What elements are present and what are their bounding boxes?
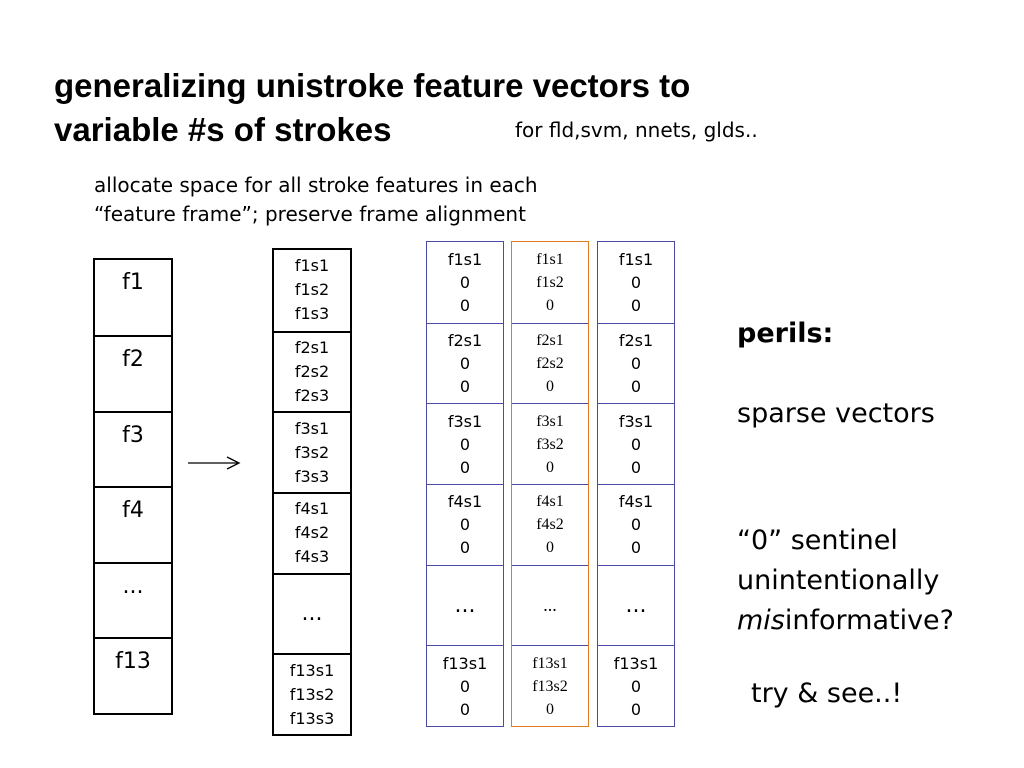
cell-value: 0 bbox=[630, 295, 642, 315]
cell-value: 0 bbox=[546, 458, 554, 476]
feature-frame bbox=[512, 484, 588, 565]
vector-cell bbox=[95, 335, 171, 411]
cell-value: ... bbox=[301, 600, 323, 626]
sentinel-emphasis: mis bbox=[737, 605, 785, 636]
cell-value: f13s1 bbox=[532, 654, 568, 672]
vector-cell bbox=[95, 486, 171, 562]
frame-vector-3 bbox=[597, 241, 675, 727]
feature-frame bbox=[598, 323, 674, 404]
title-line-2: variable #s of strokes bbox=[54, 111, 392, 148]
feature-frame bbox=[512, 323, 588, 404]
subtitle: for fld,svm, nnets, glds.. bbox=[515, 118, 758, 142]
cell-value: f2s1 bbox=[294, 337, 330, 357]
cell-value: ... bbox=[454, 593, 476, 618]
cell-value: f2s2 bbox=[294, 361, 330, 381]
sentinel-rest: informative? bbox=[784, 605, 954, 636]
cell-value: f2s3 bbox=[294, 385, 330, 405]
cell-value: f13s1 bbox=[289, 660, 335, 680]
cell-value: f2s1 bbox=[447, 330, 483, 350]
vector-cell bbox=[95, 260, 171, 335]
feature-frame bbox=[274, 411, 350, 492]
cell-value: f13s2 bbox=[289, 684, 335, 704]
cell-value: f3s2 bbox=[536, 435, 564, 453]
cell-value: f1s2 bbox=[536, 273, 564, 291]
cell-value: f4s3 bbox=[294, 547, 330, 567]
frame-vector-2 bbox=[511, 241, 589, 727]
sparse-vectors-text: sparse vectors bbox=[737, 398, 935, 429]
feature-frame bbox=[274, 653, 350, 734]
cell-value: f1s1 bbox=[618, 249, 654, 269]
multistroke-vector bbox=[272, 248, 352, 736]
cell-label: f2 bbox=[122, 347, 144, 373]
cell-label: f3 bbox=[122, 422, 144, 448]
try-and-see-text: try & see..! bbox=[751, 678, 903, 709]
feature-frame bbox=[274, 573, 350, 654]
cell-value: f4s1 bbox=[447, 492, 483, 512]
cell-value: 0 bbox=[459, 295, 471, 315]
perils-heading: perils: bbox=[737, 318, 834, 349]
cell-value: 0 bbox=[546, 377, 554, 395]
cell-value: 0 bbox=[459, 676, 471, 696]
cell-value: 0 bbox=[630, 538, 642, 558]
feature-frame bbox=[512, 403, 588, 484]
cell-value: f3s2 bbox=[294, 442, 330, 462]
cell-value: ... bbox=[625, 593, 647, 618]
cell-value: 0 bbox=[630, 353, 642, 373]
vector-cell bbox=[95, 562, 171, 638]
cell-value: 0 bbox=[630, 376, 642, 396]
cell-value: 0 bbox=[630, 676, 642, 696]
cell-value: 0 bbox=[630, 272, 642, 292]
sentinel-line-3 bbox=[737, 601, 954, 641]
sentinel-line-2: unintentionally bbox=[737, 565, 940, 596]
feature-frame bbox=[598, 242, 674, 323]
feature-frame bbox=[427, 484, 503, 565]
cell-value: f1s1 bbox=[447, 249, 483, 269]
right-arrow-icon bbox=[186, 454, 242, 472]
cell-value: 0 bbox=[630, 457, 642, 477]
cell-label: f13 bbox=[115, 649, 151, 675]
feature-frame bbox=[427, 323, 503, 404]
cell-value: f13s1 bbox=[442, 653, 488, 673]
cell-value: f1s2 bbox=[294, 280, 330, 300]
feature-frame bbox=[274, 250, 350, 331]
cell-value: f3s1 bbox=[294, 418, 330, 438]
cell-value: f4s2 bbox=[536, 516, 564, 534]
cell-value: f4s1 bbox=[618, 492, 654, 512]
cell-value: 0 bbox=[546, 700, 554, 718]
vector-cell bbox=[95, 637, 171, 713]
feature-frame bbox=[512, 645, 588, 726]
feature-frame bbox=[598, 645, 674, 726]
title-line-1: generalizing unistroke feature vectors to bbox=[54, 67, 691, 104]
cell-value: f2s1 bbox=[536, 331, 564, 349]
cell-label: ... bbox=[122, 573, 144, 599]
sentinel-text bbox=[737, 521, 954, 641]
cell-value: f13s3 bbox=[289, 708, 335, 728]
cell-value: 0 bbox=[630, 515, 642, 535]
cell-value: ... bbox=[543, 595, 557, 615]
cell-value: f3s1 bbox=[618, 411, 654, 431]
cell-label: f4 bbox=[122, 498, 144, 524]
cell-value: f2s2 bbox=[536, 354, 564, 372]
feature-frame bbox=[274, 331, 350, 412]
sentinel-line-1: “0” sentinel bbox=[737, 525, 898, 556]
cell-value: f13s2 bbox=[532, 677, 568, 695]
unistroke-vector bbox=[93, 258, 173, 715]
frame-vector-1 bbox=[426, 241, 504, 727]
feature-frame bbox=[427, 565, 503, 646]
cell-value: 0 bbox=[459, 699, 471, 719]
cell-value: 0 bbox=[459, 353, 471, 373]
cell-value: 0 bbox=[459, 515, 471, 535]
cell-value: 0 bbox=[546, 539, 554, 557]
feature-frame bbox=[427, 645, 503, 726]
feature-frame bbox=[427, 242, 503, 323]
cell-value: f3s1 bbox=[536, 412, 564, 430]
cell-value: 0 bbox=[630, 699, 642, 719]
cell-value: f4s1 bbox=[536, 493, 564, 511]
cell-value: 0 bbox=[459, 457, 471, 477]
feature-frame bbox=[512, 565, 588, 646]
cell-label: f1 bbox=[122, 270, 144, 295]
feature-frame bbox=[598, 403, 674, 484]
cell-value: f4s1 bbox=[294, 499, 330, 519]
cell-value: f2s1 bbox=[618, 330, 654, 350]
feature-frame bbox=[427, 403, 503, 484]
cell-value: 0 bbox=[459, 538, 471, 558]
cell-value: f1s1 bbox=[294, 256, 330, 276]
cell-value: f13s1 bbox=[613, 653, 659, 673]
cell-value: f1s3 bbox=[294, 304, 330, 324]
description-line-1: allocate space for all stroke features in each bbox=[94, 173, 538, 197]
cell-value: f1s1 bbox=[536, 250, 564, 268]
vector-cell bbox=[95, 411, 171, 487]
feature-frame bbox=[512, 242, 588, 323]
cell-value: 0 bbox=[546, 296, 554, 314]
cell-value: f3s3 bbox=[294, 466, 330, 486]
feature-frame bbox=[598, 484, 674, 565]
cell-value: 0 bbox=[459, 376, 471, 396]
description bbox=[94, 171, 538, 229]
cell-value: 0 bbox=[459, 434, 471, 454]
feature-frame bbox=[274, 492, 350, 573]
feature-frame bbox=[598, 565, 674, 646]
description-line-2: “feature frame”; preserve frame alignment bbox=[94, 202, 526, 226]
cell-value: f3s1 bbox=[447, 411, 483, 431]
cell-value: 0 bbox=[630, 434, 642, 454]
cell-value: 0 bbox=[459, 272, 471, 292]
cell-value: f4s2 bbox=[294, 523, 330, 543]
